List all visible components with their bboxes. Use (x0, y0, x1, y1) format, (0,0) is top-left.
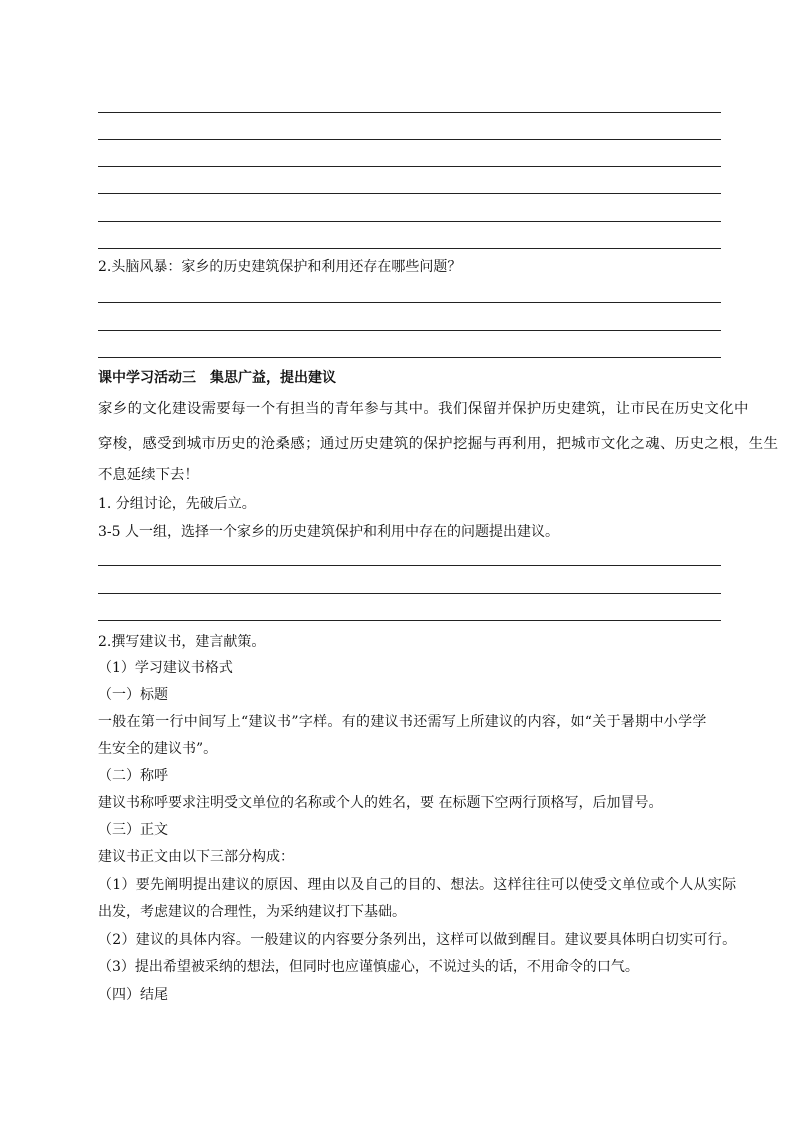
part-body-line: 生安全的建议书”。 (98, 741, 218, 757)
part-body-line: 一般在第一行中间写上“建议书”字样。有的建议书还需写上所建议的内容，如“关于暑期中小学学 (98, 714, 707, 730)
intro-paragraph-line: 不息延续下去！ (98, 467, 199, 483)
step-2: 2.撰写建议书，建言献策。 (98, 634, 266, 650)
answer-line[interactable] (98, 221, 721, 222)
answer-line[interactable] (98, 620, 721, 621)
part-heading: （三）正文 (98, 822, 168, 838)
format-title: （1）学习建议书格式 (98, 660, 233, 676)
answer-line[interactable] (98, 565, 721, 566)
part-body-line: 建议书正文由以下三部分构成： (98, 849, 294, 865)
part-heading: （一）标题 (98, 687, 168, 703)
answer-line[interactable] (98, 166, 721, 167)
part-body-line: 建议书称呼要求注明受文单位的名称或个人的姓名，要 在标题下空两行顶格写，后加冒号。 (98, 795, 663, 811)
part-heading: （四）结尾 (98, 987, 168, 1003)
answer-line[interactable] (98, 330, 721, 331)
activity-heading: 课中学习活动三 集思广益，提出建议 (98, 370, 336, 386)
answer-line[interactable] (98, 302, 721, 303)
intro-paragraph-line: 家乡的文化建设需要每一个有担当的青年参与其中。我们保留并保护历史建筑，让市民在历史文化中 (98, 401, 749, 417)
answer-line[interactable] (98, 112, 721, 113)
part-body-line: （2）建议的具体内容。一般建议的内容要分条列出，这样可以做到醒目。建议要具体明白切实可行。 (98, 932, 737, 948)
answer-line[interactable] (98, 248, 721, 249)
answer-line[interactable] (98, 193, 721, 194)
step-1: 1. 分组讨论，先破后立。 (98, 496, 256, 512)
part-body-line: （1）要先阐明提出建议的原因、理由以及自己的目的、想法。这样往往可以使受文单位或个人从实际 (98, 877, 737, 893)
answer-line[interactable] (98, 357, 721, 358)
question-brainstorm: 2.头脑风暴：家乡的历史建筑保护和利用还存在哪些问题？ (98, 259, 462, 275)
part-body-line: （3）提出希望被采纳的想法，但同时也应谨慎虚心，不说过头的话，不用命令的口气。 (98, 959, 639, 975)
answer-line[interactable] (98, 593, 721, 594)
part-heading: （二）称呼 (98, 768, 168, 784)
step-1-detail: 3-5 人一组，选择一个家乡的历史建筑保护和利用中存在的问题提出建议。 (98, 524, 559, 540)
part-body-line: 出发，考虑建议的合理性，为采纳建议打下基础。 (98, 904, 406, 920)
answer-line[interactable] (98, 139, 721, 140)
intro-paragraph-line: 穿梭，感受到城市历史的沧桑感；通过历史建筑的保护挖掘与再利用，把城市文化之魂、历史之根，生生 (98, 436, 779, 452)
